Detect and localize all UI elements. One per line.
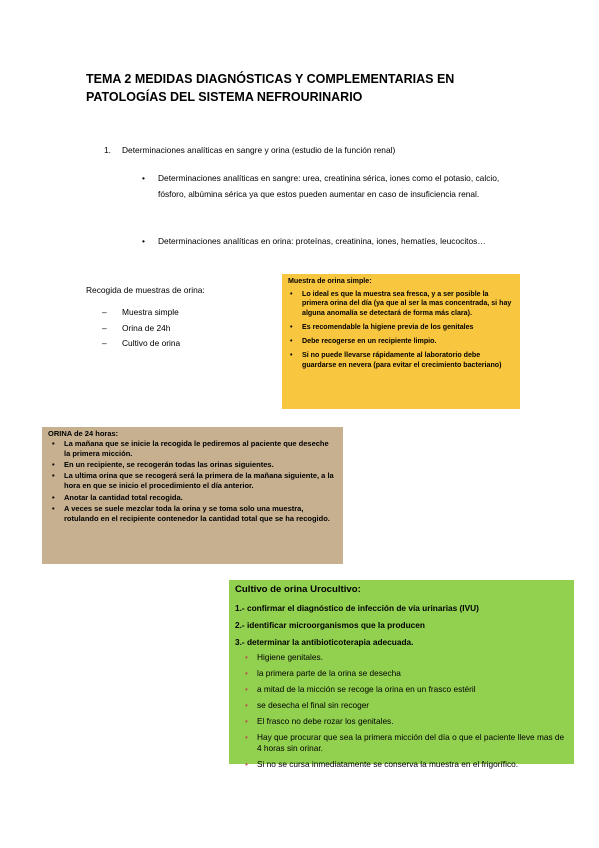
list-item-text: La mañana que se inicie la recogida le pediremos al paciente que deseche la primera micción. — [64, 439, 329, 459]
list-item-text: a mitad de la micción se recoge la orina en un frasco estéril — [257, 684, 476, 694]
list-item — [235, 668, 568, 679]
step-item: 1.- confirmar el diagnóstico de infección de vía urinarias (IVU) — [235, 603, 479, 613]
list-item — [102, 336, 180, 352]
bullet-dot-icon: • — [52, 471, 55, 481]
bullet-dot-icon: • — [52, 460, 55, 470]
bullet-dot-icon: • — [290, 289, 293, 298]
muestra-simple-box — [282, 274, 520, 409]
list-item-text: Si no se cursa inmediatamente se conserva la muestra en el frigorífico. — [257, 758, 519, 769]
list-item — [48, 493, 337, 503]
list-item — [48, 460, 337, 470]
bullet-orina — [142, 234, 502, 250]
box-title: Cultivo de orina Urocultivo: — [235, 584, 361, 595]
bullet-dot-icon: • — [52, 503, 55, 513]
recogida-list — [102, 305, 180, 352]
dash-icon: – — [102, 338, 107, 349]
bullet-sangre — [142, 171, 502, 202]
list-item-text: Si no puede llevarse rápidamente al laboratorio debe guardarse en nevera (para evitar el crecimiento bacteriano) — [302, 351, 502, 369]
list-item-text: El frasco no debe rozar los genitales. — [257, 716, 394, 726]
list-item — [48, 439, 337, 459]
orina-24h-box — [42, 427, 343, 564]
bullet-text: Determinaciones analíticas en orina: proteínas, creatinina, iones, hematíes, leucocitos… — [158, 236, 486, 246]
list-item-text: La ultima orina que se recogerá será la primera de la mañana siguiente, a la hora en que se inicio el procedimiento el día anterior. — [64, 471, 334, 491]
list-item — [288, 351, 514, 370]
bullet-dot-icon: • — [245, 668, 248, 678]
list-item — [48, 471, 337, 491]
document-title: TEMA 2 MEDIDAS DIAGNÓSTICAS Y COMPLEMENTARIAS EN PATOLOGÍAS DEL SISTEMA NEFROURINARIO — [86, 72, 455, 104]
bullet-dot-icon: • — [245, 700, 248, 710]
list-item — [235, 684, 568, 695]
list-item — [235, 700, 568, 711]
box-title: ORINA de 24 horas: — [48, 429, 119, 438]
bullet-dot-icon: • — [142, 236, 145, 246]
bullet-dot-icon: • — [245, 684, 248, 694]
list-item-text: Lo ideal es que la muestra sea fresca, y a ser posible la primera orina del día (ya que al ser la mas concentrada, si hay alguna anomalía se detectará de forma más clara). — [302, 289, 512, 317]
bullet-dot-icon: • — [245, 652, 248, 662]
box-list — [235, 652, 568, 769]
list-item-text: A veces se suele mezclar toda la orina y se toma solo una muestra, rotulando en el recipiente contenedor la cantidad total que se ha recogido. — [64, 503, 330, 523]
list-item-text: En un recipiente, se recogerán todas las orinas siguientes. — [64, 460, 274, 470]
dash-icon: – — [102, 322, 107, 333]
step-item: 2.- identificar microorganismos que la producen — [235, 620, 425, 630]
bullet-dot-icon: • — [52, 439, 55, 449]
bullet-dot-icon: • — [290, 351, 293, 360]
list-item-text: Orina de 24h — [122, 322, 171, 333]
list-item — [102, 305, 180, 321]
bullet-dot-icon: • — [290, 336, 293, 345]
list-item — [235, 652, 568, 663]
box-list — [48, 439, 337, 524]
list-item — [102, 321, 180, 337]
list-item — [288, 290, 514, 319]
list-item-text: Higiene genitales. — [257, 652, 323, 662]
list-item — [48, 504, 337, 524]
list-item-text: Debe recogerse en un recipiente limpio. — [302, 336, 437, 345]
cultivo-orina-box — [229, 580, 574, 769]
section-text: Determinaciones analíticas en sangre y orina (estudio de la función renal) — [122, 145, 396, 155]
bullet-dot-icon: • — [245, 758, 248, 769]
list-item-text: Muestra simple — [122, 307, 179, 317]
bullet-dot-icon: • — [245, 732, 248, 742]
section-number: 1. — [104, 145, 111, 155]
list-item — [235, 732, 568, 753]
box-list — [288, 290, 514, 371]
recogida-heading: Recogida de muestras de orina: — [86, 285, 205, 295]
list-item-text: la primera parte de la orina se desecha — [257, 668, 401, 678]
bullet-text: Determinaciones analíticas en sangre: urea, creatinina sérica, iones como el potasio, calcio, fósforo, albúmina sérica ya que estos pueden aumentar en caso de insuficiencia renal. — [158, 173, 500, 199]
list-item-text: Hay que procurar que sea la primera micción del día o que el paciente lleve mas de 4 horas sin orinar. — [257, 732, 565, 753]
bullet-dot-icon: • — [142, 173, 145, 183]
step-item: 3.- determinar la antibioticoterapia adecuada. — [235, 637, 414, 647]
list-item — [288, 337, 514, 347]
list-item — [288, 323, 514, 333]
list-item-text: Anotar la cantidad total recogida. — [64, 492, 183, 502]
dash-icon: – — [102, 307, 107, 317]
bullet-dot-icon: • — [290, 322, 293, 331]
list-item — [235, 759, 568, 770]
list-item-text: se desecha el final sin recoger — [257, 700, 370, 710]
bullet-dot-icon: • — [245, 716, 248, 726]
box-title: Muestra de orina simple: — [288, 277, 372, 285]
section-1-heading — [104, 145, 395, 155]
list-item-text: Es recomendable la higiene previa de los genitales — [302, 322, 474, 331]
list-item-text: Cultivo de orina — [122, 338, 181, 349]
list-item — [235, 716, 568, 727]
bullet-dot-icon: • — [52, 492, 55, 502]
